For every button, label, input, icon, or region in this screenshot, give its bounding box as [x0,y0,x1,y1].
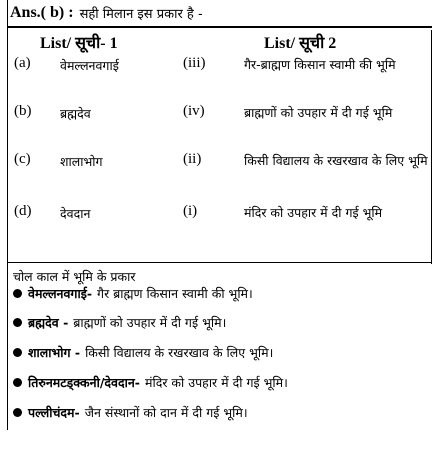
answer-prefix: Ans.( b) : [10,4,74,21]
bullet-term: पल्लीचंदम- [28,405,80,420]
bullet-text: किसी विद्यालय के रखरखाव के लिए भूमि। [85,345,274,360]
row-desc: गैर-ब्राह्मण किसान स्वामी की भूमि [244,57,396,72]
bullet-term: वेमल्लनवगाई- [28,286,93,301]
row-term: शालाभोग [60,154,103,169]
row-letter: (b) [14,103,32,119]
bullet-term: तिरुनमटड्क्कनी/देवदान- [28,375,140,390]
bullet-dot-icon [13,378,22,387]
row-desc: किसी विद्यालय के रखरखाव के लिए भूमि [244,153,428,168]
row-term: देवदान [60,206,91,221]
bullet-text: ब्राह्मणों को उपहार में दी गई भूमि। [73,315,227,330]
bullet-item [13,285,253,302]
bullet-term: ब्रह्मदेव - [28,315,69,330]
section-title: चोल काल में भूमि के प्रकार [13,269,136,284]
row-roman: (ii) [183,151,202,167]
bullet-text: गैर ब्राह्मण किसान स्वामी की भूमि। [97,286,253,301]
table-bottom-divider [7,262,432,263]
bullet-item [13,314,226,331]
right-border [431,30,432,264]
bullet-term: शालाभोग - [28,345,81,360]
list2-header: List/ सूची 2 [264,35,337,52]
bullet-dot-icon [13,408,22,417]
row-desc: ब्राह्मणों को उपहार में दी गई भूमि [244,105,393,120]
bullet-text: जैन संस्थानों को दान में दी गई भूमि। [84,405,248,420]
row-letter: (a) [14,55,31,71]
row-roman: (iii) [183,55,206,71]
bullet-text: मंदिर को उपहार में दी गई भूमि। [144,375,288,390]
row-letter: (d) [14,203,32,219]
bullet-item [13,374,288,391]
bullet-item [13,344,273,361]
row-roman: (iv) [183,103,205,119]
bullet-dot-icon [13,348,22,357]
answer-line [7,0,427,26]
row-letter: (c) [14,151,31,167]
list1-header: List/ सूची- 1 [40,35,118,52]
row-term: वेमल्लनवगाई [60,58,119,73]
answer-text: सही मिलान इस प्रकार है - [79,7,203,22]
row-term: ब्रह्मदेव [60,106,91,121]
left-border [7,0,8,430]
row-roman: (i) [183,203,198,219]
bullet-item [13,404,248,421]
row-desc: मंदिर को उपहार में दी गई भूमि [244,205,383,220]
top-divider [7,26,432,28]
bullet-dot-icon [13,289,22,298]
bullet-dot-icon [13,318,22,327]
